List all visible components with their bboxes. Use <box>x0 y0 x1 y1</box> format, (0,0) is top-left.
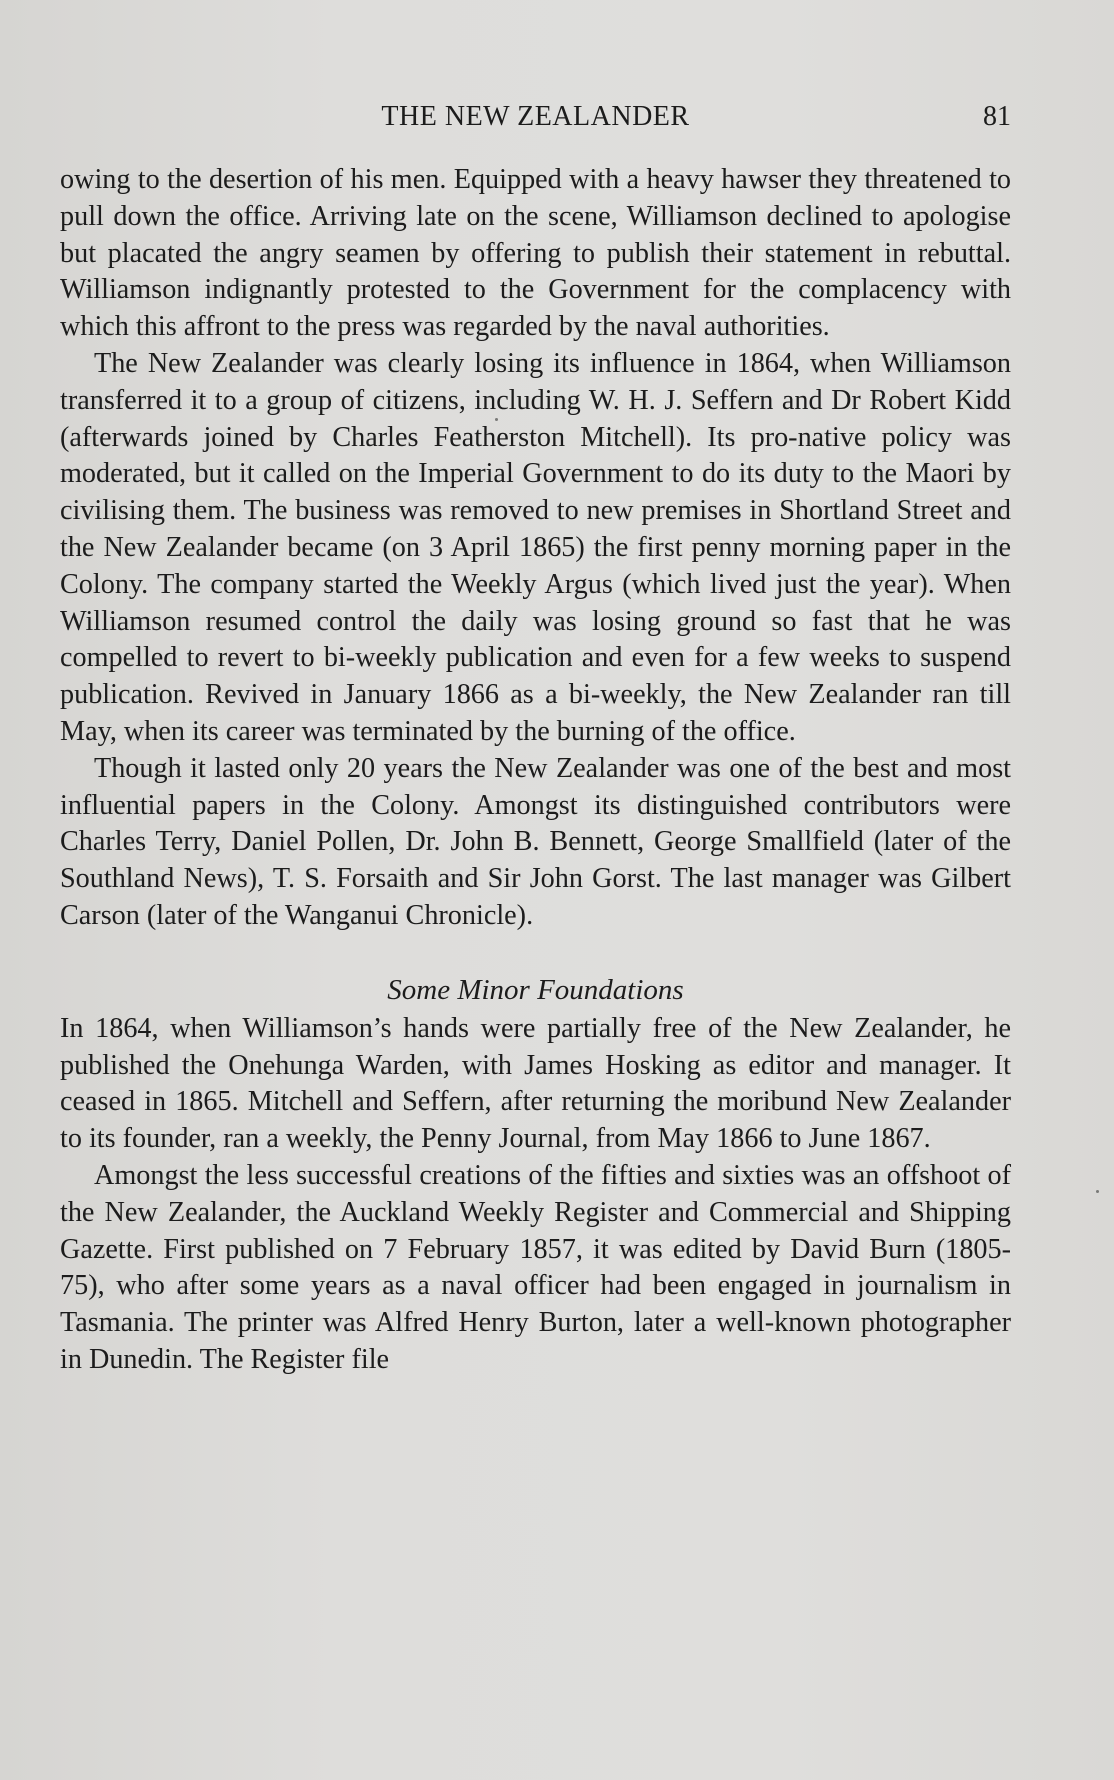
paper-speck <box>495 418 498 421</box>
running-title: THE NEW ZEALANDER <box>381 101 690 132</box>
body-text <box>60 162 1011 1379</box>
running-head <box>60 97 1011 137</box>
paper-speck <box>1096 1190 1099 1193</box>
paragraph: The New Zealander was clearly losing its influence in 1864, when Williamson transferred it to a group of citizens, including W. H. J. Seffern and Dr Robert Kidd (afterwards joined by Charles Featherston Mitchell). Its pro-native policy was moderated, but it called on the Imperial Government to do its duty to the Maori by civilising them. The business was removed to new premises in Shortland Street and the New Zealander became (on 3 April 1865) the first penny morning paper in the Colony. The company started the Weekly Argus (which lived just the year). When Williamson resumed control the daily was losing ground so fast that he was compelled to revert to bi-weekly publication and even for a few weeks to suspend publication. Revived in January 1866 as a bi-weekly, the New Zealander ran till May, when its career was terminated by the burning of the office. <box>60 347 1011 747</box>
paragraph: Though it lasted only 20 years the New Zealander was one of the best and most influential papers in the Colony. Amongst its distinguished contributors were Charles Terry, Daniel Pollen, Dr. John B. Bennett, George Smallfield (later of the Southland News), T. S. Forsaith and Sir John Gorst. The last manager was Gilbert Carson (later of the Wanganui Chronicle). <box>60 752 1011 931</box>
paragraph-continued: owing to the desertion of his men. Equipped with a heavy hawser they threatened to pull down the office. Arriving late on the scene, Williamson declined to apologise but placated the angry seamen by offering to publish their statement in rebuttal. Williamson indignantly protested to the Government for the complacency with which this affront to the press was regarded by the naval authorities. <box>60 164 1011 343</box>
section-heading: Some Minor Foundations <box>387 973 684 1006</box>
paragraph: In 1864, when Williamson’s hands were partially free of the New Zealander, he published the Onehunga Warden, with James Hosking as editor and manager. It ceased in 1865. Mitchell and Seffern, after returning the moribund New Zealander to its founder, ran a weekly, the Penny Journal, from May 1866 to June 1867. <box>60 1012 1011 1155</box>
page-number: 81 <box>983 101 1011 132</box>
paragraph: Amongst the less successful creations of the fifties and sixties was an offshoot of the New Zealander, the Auckland Weekly Register and Commercial and Shipping Gazette. First published on 7 February 1857, it was edited by David Burn (1805-75), who after some years as a naval officer had been engaged in journalism in Tasmania. The printer was Alfred Henry Burton, later a well-known photographer in Dunedin. The Register file <box>60 1159 1011 1375</box>
